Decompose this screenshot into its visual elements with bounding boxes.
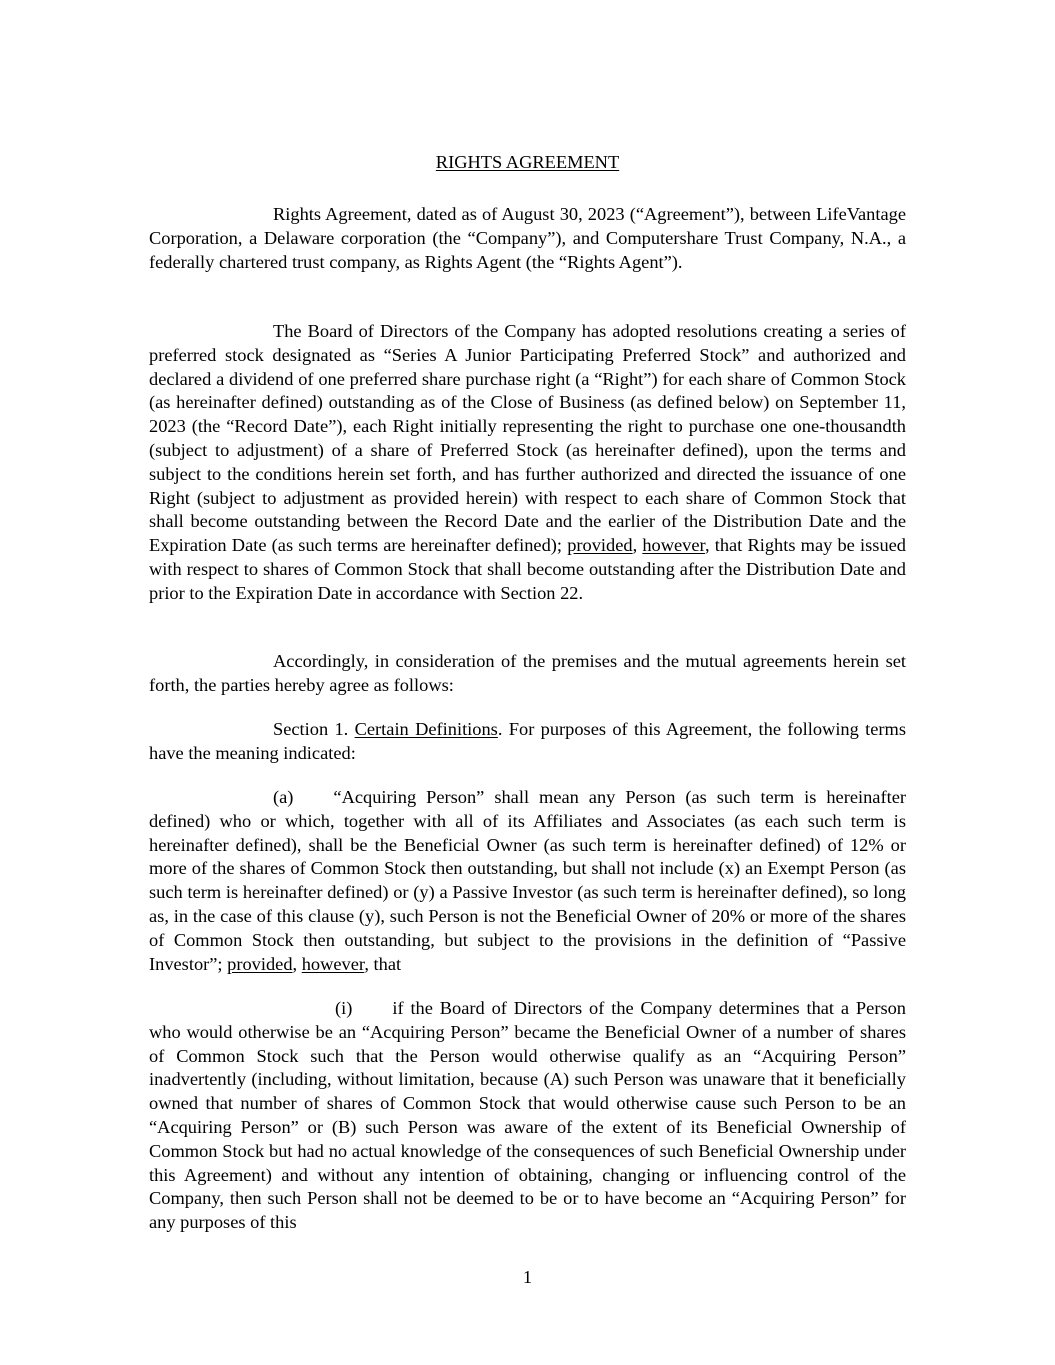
definition-a-end: , that (364, 953, 402, 974)
document-title: RIGHTS AGREEMENT (435, 152, 620, 172)
page-number: 1 (522, 1267, 533, 1287)
clause-i-text: if the Board of Directors of the Company determines that a Person who would otherwise be an “Acquiring Person” became the Beneficial Owner of a number of shares of Common Stock such that the Person would otherwise qualify as an “Acquiring Person” inadvertently (including, without limitation, because (A) such Person was unaware that it beneficially owned that number of shares of Common Stock that would otherwise cause such Person to be an “Acquiring Person” or (B) such Person was aware of the extent of its Beneficial Ownership of Common Stock but had no actual knowledge of the consequences of such Beneficial Ownership under this Agreement) and without any intention of obtaining, changing or influencing control of the Company, then such Person shall not be deemed to be or to have become an “Acquiring Person” for any purposes of this (149, 998, 906, 1233)
agreement-text: Accordingly, in consideration of the premises and the mutual agreements herein set forth, the parties hereby agree as follows: (149, 651, 906, 695)
separator: , (292, 953, 302, 974)
section-1-paragraph (149, 718, 906, 766)
provided-term: provided (227, 953, 293, 974)
definition-a-marker: (a) (273, 787, 294, 807)
recitals-text-a: The Board of Directors of the Company has adopted resolutions creating a series of preferred stock designated as “Series A Junior Participating Preferred Stock” and authorized and declared a dividend of one preferred share purchase right (a “Right”) for each share of Common Stock (as hereinafter defined) outstanding as of the Close of Business (as defined below) on September 11, 2023 (the “Record Date”), each Right initially representing the right to purchase one one-thousandth (subject to adjustment) of a share of Preferred Stock (as hereinafter defined), upon the terms and subject to the conditions herein set forth, and has further authorized and directed the issuance of one Right (subject to adjustment as provided herein) with respect to each share of Common Stock that shall become outstanding between the Record Date and the earlier of the Distribution Date and the Expiration Date (as such terms are hereinafter defined); (149, 321, 906, 556)
recitals-paragraph (149, 320, 906, 606)
definition-a-text: “Acquiring Person” shall mean any Person (as such term is hereinafter defined) who or which, together with all of its Affiliates and Associates (as each such term is hereinafter defined), shall be the Beneficial Owner (as such term is hereinafter defined) of 12% or more of the shares of Common Stock then outstanding, but shall not include (x) an Exempt Person (as such term is hereinafter defined) or (y) a Passive Investor (as such term is hereinafter defined), so long as, in the case of this clause (y), such Person is not the Beneficial Owner of 20% or more of the shares of Common Stock then outstanding, but subject to the provisions in the definition of “Passive Investor”; (149, 787, 906, 974)
section-intro-text: . For purposes of this Agreement, the following terms have the meaning indicated: (149, 719, 907, 763)
definition-a-paragraph (149, 786, 906, 976)
preamble-paragraph (149, 203, 906, 274)
clause-i-paragraph (149, 997, 906, 1235)
however-term: however (642, 535, 705, 556)
agreement-paragraph (149, 650, 906, 698)
section-heading: Certain Definitions (354, 719, 498, 739)
recitals-text-b: , that Rights may be issued with respect to shares of Common Stock that shall become outstanding after the Distribution Date and prior to the Expiration Date in accordance with Section 22. (149, 535, 906, 603)
separator: , (632, 535, 643, 556)
provided-term: provided (567, 535, 633, 556)
section-label: Section 1. (273, 719, 355, 739)
however-term: however (301, 953, 365, 974)
preamble-text: Rights Agreement, dated as of August 30, 2023 (“Agreement”), between LifeVantage Corporation, a Delaware corporation (the “Company”), and Computershare Trust Company, N.A., a federally chartered trust company, as Rights Agent (the “Rights Agent”). (149, 204, 906, 272)
clause-i-marker: (i) (335, 998, 353, 1018)
